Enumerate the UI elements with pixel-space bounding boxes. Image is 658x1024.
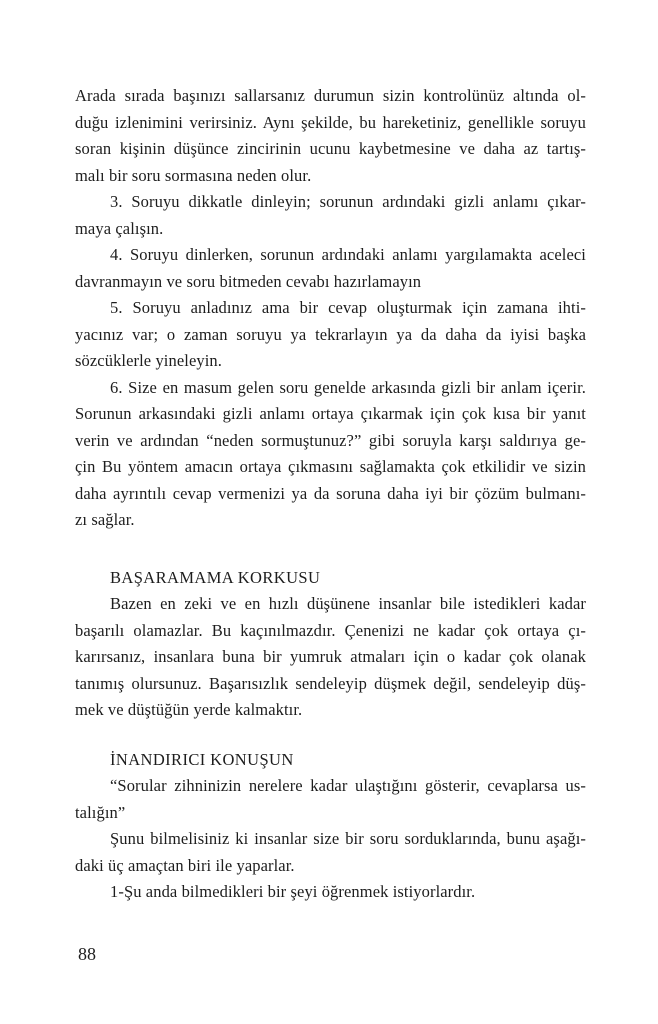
text-line: sözcüklerle yineleyin. bbox=[75, 351, 222, 370]
text-line: Şunu bilmelisiniz ki insanlar size bir soru sorduklarında, bunu aşağı- bbox=[110, 829, 586, 848]
text-section bbox=[75, 747, 586, 906]
text-line: Arada sırada başınızı sallarsanız durumun sizin kontrolünüz altında ol- bbox=[75, 86, 586, 105]
text-line: daki üç amaçtan biri ile yaparlar. bbox=[75, 855, 295, 875]
page-text bbox=[75, 83, 586, 906]
text-line: 6. Size en masum gelen soru genelde arkasında gizli bir anlam içerir. bbox=[110, 377, 586, 397]
text-line: mek ve düştüğün yerde kalmaktır. bbox=[75, 700, 303, 719]
text-line: soran kişinin düşünce zincirinin ucunu kaybetmesine ve daha az tartış- bbox=[75, 139, 586, 158]
text-line: 5. Soruyu anladınız ama bir cevap oluşturmak için zamana ihti- bbox=[110, 298, 586, 317]
text-line: çin Bu yöntem amacın ortaya çıkmasını sağlamakta çok etkilidir ve sizin bbox=[75, 457, 586, 476]
text-line: malı bir soru sormasına neden olur. bbox=[75, 165, 312, 185]
section-heading: İNANDIRICI KONUŞUN bbox=[110, 749, 294, 769]
text-line: talığın” bbox=[75, 802, 126, 822]
text-line: verin ve ardından “neden sormuştunuz?” gibi soruyla karşı saldırıya ge- bbox=[75, 430, 586, 450]
text-line: 3. Soruyu dikkatle dinleyin; sorunun ardındaki gizli anlamı çıkar- bbox=[110, 192, 586, 211]
text-line: maya çalışın. bbox=[75, 218, 164, 238]
text-line: zı sağlar. bbox=[75, 510, 135, 529]
text-line: Sorunun arkasındaki gizli anlamı ortaya çıkarmak için çok kısa bir yanıt bbox=[75, 404, 586, 423]
text-line: tanımış olursunuz. Başarısızlık sendeleyip düşmek değil, sendeleyip düş- bbox=[75, 673, 586, 693]
text-line: daha ayrıntılı cevap vermenizi ya da soruna daha iyi bir çözüm bulmanı- bbox=[75, 483, 586, 503]
text-line: başarılı olamazlar. Bu kaçınılmazdır. Çenenizi ne kadar çok ortaya çı- bbox=[75, 620, 586, 640]
text-line: karırsanız, insanlara buna bir yumruk atmaları için o kadar çok olanak bbox=[75, 647, 586, 666]
text-line: 1-Şu anda bilmedikleri bir şeyi öğrenmek istiyorlardır. bbox=[110, 882, 476, 901]
page-number: 88 bbox=[78, 944, 96, 964]
text-line: davranmayın ve soru bitmeden cevabı hazırlamayın bbox=[75, 271, 422, 291]
text-section bbox=[75, 565, 586, 724]
text-line: Bazen en zeki ve en hızlı düşünene insanlar bile istedikleri kadar bbox=[110, 594, 586, 613]
section-heading: BAŞARAMAMA KORKUSU bbox=[110, 567, 321, 587]
text-line: duğu izlenimini verirsiniz. Aynı şekilde, bu hareketiniz, genellikle soruyu bbox=[75, 112, 586, 132]
text-line: yacınız var; o zaman soruyu ya tekrarlayın ya da daha da iyisi başka bbox=[75, 324, 586, 344]
text-line: “Sorular zihninizin nerelere kadar ulaştığını gösterir, cevaplarsa us- bbox=[110, 776, 586, 795]
text-line: 4. Soruyu dinlerken, sorunun ardındaki anlamı yargılamakta aceleci bbox=[110, 245, 586, 264]
text-section bbox=[75, 83, 586, 534]
